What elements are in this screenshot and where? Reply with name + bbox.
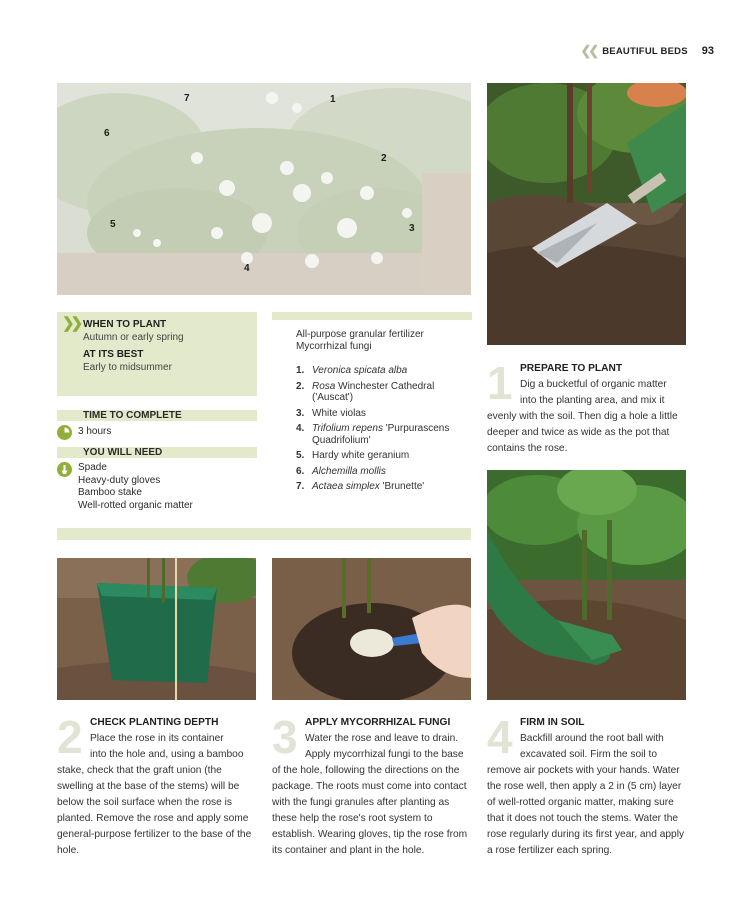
when-to-plant-label: WHEN TO PLANT: [83, 319, 167, 330]
fertilizer-item: All-purpose granular fertilizer: [296, 329, 424, 340]
step-text: Water the rose and leave to drain. Apply mycorrhizal fungi to the base of the hole, following the directions on the package. The roots must come into contact with the fungi granules after planting as these help the rose's root system to establish. Wearing gloves, tip the rose from its container and plant in the hole.: [272, 733, 468, 856]
check-planting-depth-photo: [57, 558, 256, 700]
need-item: Heavy-duty gloves: [78, 474, 161, 486]
plant-item: 2. Rosa Winchester Cathedral ('Auscat'): [296, 380, 435, 403]
step-number: 2: [57, 711, 83, 763]
materials-text: [296, 329, 472, 353]
you-will-need-label: YOU WILL NEED: [57, 447, 257, 458]
callout-2: 2: [381, 153, 387, 164]
plant-item: 5. Hardy white geranium: [296, 450, 410, 461]
callout-6: 6: [104, 128, 110, 139]
step-1: [487, 357, 691, 457]
when-to-plant-value: Autumn or early spring: [83, 332, 184, 343]
fungi-item: Mycorrhizal fungi: [296, 341, 372, 352]
info-box: [57, 312, 257, 512]
materials-column: [272, 312, 472, 497]
need-row: [57, 462, 257, 512]
callout-1: 1: [330, 94, 336, 105]
step-number: 3: [272, 711, 298, 763]
running-head: [580, 43, 714, 59]
plant-item: 7. Actaea simplex 'Brunette': [296, 481, 425, 492]
at-its-best-label: AT ITS BEST: [83, 349, 144, 360]
step-2: [57, 711, 257, 859]
flower-bed-photo: [57, 83, 471, 295]
need-item: Well-rotted organic matter: [78, 499, 193, 511]
plant-item: 3. White violas: [296, 407, 366, 419]
materials-bar: [272, 312, 472, 320]
page-number: 93: [701, 45, 714, 57]
when-to-plant-box: [57, 312, 257, 396]
clock-icon: [57, 425, 72, 440]
step-text: Dig a bucketful of organic matter into the planting area, and mix it evenly with the soil. Then dig a hole a little deeper and twice as wide as the pot that contains the rose.: [487, 379, 678, 454]
step-number: 4: [487, 711, 513, 763]
need-list: [78, 462, 193, 512]
step-title: FIRM IN SOIL: [520, 717, 585, 728]
double-chevron-right-icon: ❯❯: [62, 315, 80, 332]
step-title: APPLY MYCORRHIZAL FUNGI: [305, 717, 451, 728]
tool-icon: [57, 462, 72, 477]
step-number: 1: [487, 357, 513, 409]
plant-list: [296, 365, 472, 493]
time-value: 3 hours: [78, 426, 112, 437]
section-divider: [57, 528, 471, 540]
need-item: Bamboo stake: [78, 487, 142, 498]
step-title: CHECK PLANTING DEPTH: [90, 717, 219, 728]
step-4: [487, 711, 691, 859]
step-text: Place the rose in its container into the hole and, using a bamboo stake, check that the graft union (the swelling at the base of the stems) will be below the soil surface when the rose is planted. Remove the rose and apply some general-purpose fertilizer to the base of the hole.: [57, 733, 252, 856]
time-row: [57, 425, 257, 440]
step-3: [272, 711, 474, 859]
apply-fungi-photo: [272, 558, 471, 700]
firm-in-soil-photo: [487, 470, 686, 700]
callout-3: 3: [409, 223, 415, 234]
callout-4: 4: [244, 263, 250, 274]
at-its-best-value: Early to midsummer: [83, 362, 172, 373]
time-to-complete-label: TIME TO COMPLETE: [57, 410, 257, 421]
prepare-to-plant-photo: [487, 83, 686, 345]
plant-item: 1. Veronica spicata alba: [296, 365, 408, 376]
step-title: PREPARE TO PLANT: [520, 363, 623, 374]
callout-7: 7: [184, 93, 190, 104]
double-chevron-left-icon: ❮❮: [580, 43, 597, 58]
plant-item: 4. Trifolium repens 'Purpurascens Quadrifolium': [296, 423, 450, 446]
plant-item: 6. Alchemilla mollis: [296, 465, 386, 477]
need-item: Spade: [78, 462, 107, 473]
section-title: BEAUTIFUL BEDS: [602, 45, 688, 57]
callout-5: 5: [110, 219, 116, 230]
step-text: Backfill around the root ball with excavated soil. Firm the soil to remove air pockets with your hands. Water the rose well, then apply a 2 in (5 cm) layer of well-rotted organic matter, making sure that it does not touch the stems. Water the rose regularly during its first year, and apply a rose fertilizer each spring.: [487, 733, 685, 856]
